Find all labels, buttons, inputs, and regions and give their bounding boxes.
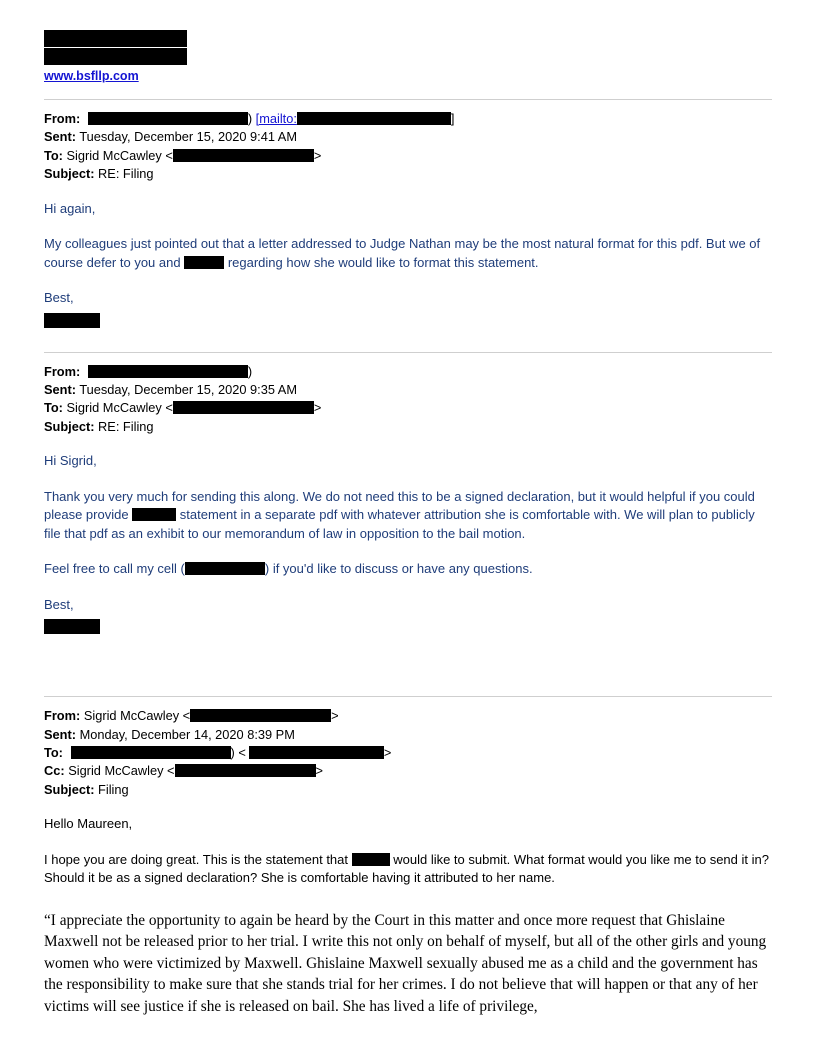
subject-row <box>44 165 772 183</box>
sent-label: Sent: <box>44 382 76 398</box>
from-close: > <box>331 708 339 724</box>
redaction-bar <box>352 853 390 866</box>
email-headers-3 <box>44 707 772 799</box>
sent-label: Sent: <box>44 129 76 145</box>
paragraph-text-b: regarding how she would like to format this statement. <box>224 254 539 270</box>
subject-row <box>44 418 772 436</box>
email-body-2 <box>44 452 772 614</box>
divider <box>44 99 772 100</box>
cc-row <box>44 762 772 780</box>
sent-row <box>44 381 772 399</box>
paragraph-text-a: I hope you are doing great. This is the statement that <box>44 851 352 867</box>
to-label: To: <box>44 400 63 416</box>
closing-2: Best, <box>44 596 74 612</box>
from-row <box>44 707 772 725</box>
greeting-3: Hello Maureen, <box>44 816 133 832</box>
victim-statement-quote: “I appreciate the opportunity to again be heard by the Court in this matter and once more request that Ghislaine Maxwell not be released prior to her trial. I write this not only on behalf of myself, but all of the other girls and young women who were victimized by Maxwell. Ghislaine Maxwell sexually abused me as a child and the government has the responsibility to make sure that she stands trial for her crimes. I do not believe that will happen or that any of her victims will see justice if she is released on bail. She has lived a life of privilege, <box>44 911 767 1015</box>
redaction-bar <box>44 48 187 65</box>
redaction-bar <box>173 401 314 414</box>
redaction-bar <box>184 256 224 269</box>
redaction-bar-signature <box>44 313 100 328</box>
from-row <box>44 110 772 128</box>
subject-value: Filing <box>98 781 129 797</box>
paragraph-text-b: would like to submit. What format would you like me to send it in? Should it be as a signed declaration? She is comfortable having it attributed to her name. <box>44 851 769 886</box>
greeting-1: Hi again, <box>44 200 96 216</box>
divider <box>44 696 772 697</box>
sent-value: Tuesday, December 15, 2020 9:35 AM <box>79 382 297 398</box>
redaction-bar <box>132 508 176 521</box>
sent-row <box>44 128 772 146</box>
paragraph-text-b: ) if you'd like to discuss or have any questions. <box>264 561 533 577</box>
from-paren: ) <box>247 111 253 126</box>
cc-label: Cc: <box>44 763 65 779</box>
redaction-bar <box>88 365 248 378</box>
to-close: > <box>383 745 392 761</box>
to-row <box>44 147 772 165</box>
paragraph-3-1 <box>44 851 772 888</box>
from-row <box>44 363 772 381</box>
paragraph-2-2 <box>44 560 772 579</box>
to-label: To: <box>44 745 63 761</box>
cc-value: Sigrid McCawley < <box>68 763 175 779</box>
email-body-1 <box>44 200 772 308</box>
mailto-label[interactable]: [mailto: <box>255 111 297 126</box>
from-label: From: <box>44 111 81 126</box>
redaction-bar <box>44 30 187 47</box>
to-close: > <box>313 147 322 163</box>
sent-label: Sent: <box>44 726 76 742</box>
paragraph-text-a: Thank you very much for sending this along. We do not need this to be a signed declaration, but it would helpful if you could please provide <box>44 488 755 523</box>
from-label: From: <box>44 363 81 379</box>
subject-value: RE: Filing <box>98 166 154 182</box>
to-row <box>44 744 772 762</box>
to-value: Sigrid McCawley < <box>66 147 173 163</box>
subject-value: RE: Filing <box>98 418 154 434</box>
to-row <box>44 399 772 417</box>
redaction-bar <box>190 709 331 722</box>
to-label: To: <box>44 147 63 163</box>
paragraph-text-a: My colleagues just pointed out that a letter addressed to Judge Nathan may be the most natural format for this pdf. But we of course defer to you and <box>44 236 761 270</box>
email-body-3 <box>44 815 772 888</box>
from-label: From: <box>44 708 81 724</box>
paragraph-text-b: statement in a separate pdf with whatever attribution she is comfortable with. We will plan to publicly file that pdf as an exhibit to our memorandum of law in opposition to the bail motion. <box>44 507 755 541</box>
redaction-bar <box>185 562 265 575</box>
paragraph-text-a: Feel free to call my cell ( <box>44 561 185 577</box>
cc-close: > <box>315 763 323 779</box>
redaction-bar <box>71 746 231 759</box>
subject-row <box>44 781 772 799</box>
paragraph-1-1 <box>44 235 772 272</box>
email-signature-header <box>44 30 772 85</box>
subject-label: Subject: <box>44 418 95 434</box>
sent-value: Tuesday, December 15, 2020 9:41 AM <box>79 129 297 145</box>
subject-label: Subject: <box>44 166 95 182</box>
redaction-bar <box>175 764 316 777</box>
redaction-bar <box>297 112 451 125</box>
to-close: > <box>313 400 322 416</box>
paragraph-2-1 <box>44 488 772 544</box>
sent-row <box>44 726 772 744</box>
to-paren: ) < <box>230 745 246 761</box>
from-paren: ) <box>247 363 253 379</box>
to-value: Sigrid McCawley < <box>66 400 173 416</box>
redaction-bar <box>173 149 314 162</box>
from-value: Sigrid McCawley < <box>83 708 191 724</box>
subject-label: Subject: <box>44 781 95 797</box>
redaction-bar <box>249 746 384 759</box>
greeting-2: Hi Sigrid, <box>44 453 97 469</box>
closing-1: Best, <box>44 290 74 306</box>
sent-value: Monday, December 14, 2020 8:39 PM <box>79 726 295 742</box>
email-headers-1 <box>44 110 772 184</box>
redaction-bar-signature <box>44 619 100 634</box>
firm-website-link[interactable]: www.bsfllp.com <box>44 69 139 83</box>
redaction-bar <box>88 112 248 125</box>
divider <box>44 352 772 353</box>
email-headers-2 <box>44 363 772 437</box>
mailto-close: ] <box>450 111 455 126</box>
